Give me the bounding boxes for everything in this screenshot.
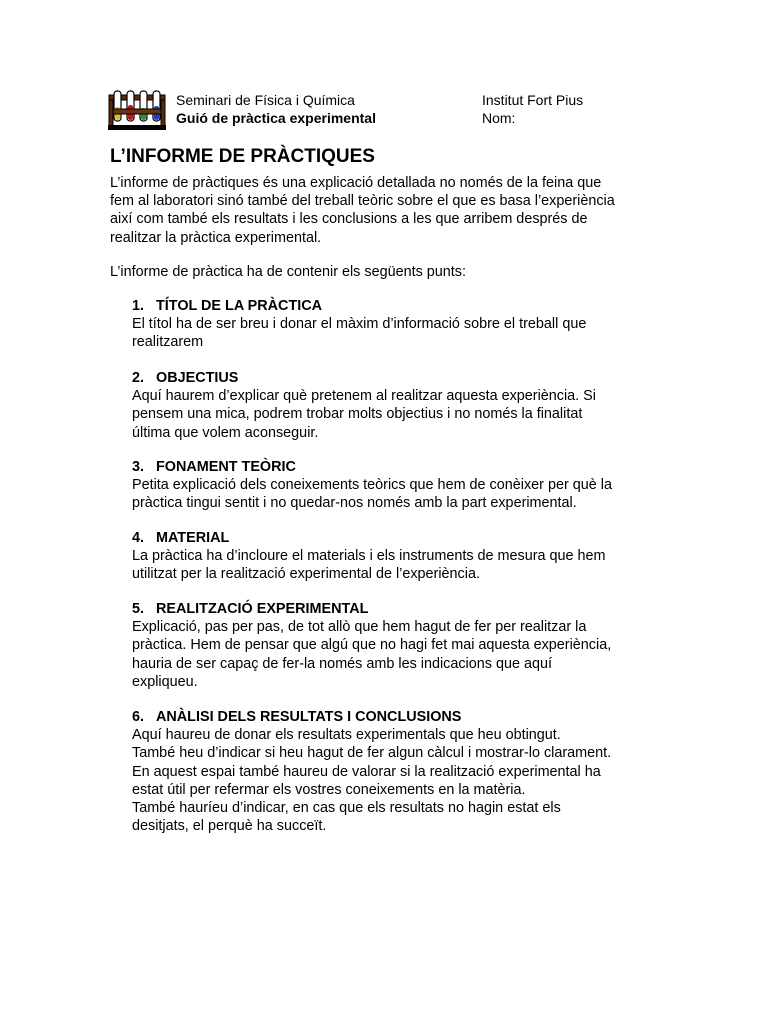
section-heading <box>132 297 662 315</box>
seminar-label: Seminari de Física i Química <box>176 92 355 108</box>
text-line: desitjats, el perquè ha succeït. <box>132 818 327 835</box>
section-results <box>132 708 662 835</box>
text-line: fem al laboratori sinó també del treball teòric sobre el que es basa l’experiència <box>110 193 615 210</box>
section-heading-text: ANÀLISI DELS RESULTATS I CONCLUSIONS <box>156 709 462 725</box>
text-line: El títol ha de ser breu i donar el màxim d’informació sobre el treball que <box>132 316 587 333</box>
section-number: 5. <box>132 601 145 617</box>
section-material <box>132 529 662 584</box>
text-line: pràctica. Hem de pensar que algú que no hagi fet mai aquesta experiència, <box>132 637 612 654</box>
text-line: Aquí haureu de donar els resultats experimentals que heu obtingut. <box>132 727 561 744</box>
text-line: pensem una mica, podrem trobar molts objectius i no només la finalitat <box>132 406 583 423</box>
text-line: La pràctica ha d’incloure el materials i els instruments de mesura que hem <box>132 548 606 565</box>
section-procedure <box>132 600 662 691</box>
section-heading <box>132 600 662 618</box>
text-line: hauria de ser capaç de fer-la només amb les indicacions que aquí <box>132 655 552 672</box>
text-line: També heu d’indicar si heu hagut de fer algun càlcul i mostrar-lo clarament. <box>132 745 612 762</box>
section-number: 6. <box>132 709 145 725</box>
section-theory <box>132 458 662 513</box>
name-field-label: Nom: <box>482 110 516 126</box>
text-line: expliqueu. <box>132 673 198 690</box>
text-line: Explicació, pas per pas, de tot allò que hem hagut de fer per realitzar la <box>132 619 587 636</box>
section-heading-text: TÍTOL DE LA PRÀCTICA <box>156 298 323 314</box>
text-line: També hauríeu d’indicar, en cas que els resultats no hagin estat els <box>132 800 561 817</box>
section-title <box>132 297 662 352</box>
text-line: utilitzat per la realització experimental de l’experiència. <box>132 566 480 583</box>
text-line: L’informe de pràctica ha de contenir els següents punts: <box>110 264 466 280</box>
section-body <box>132 618 662 691</box>
text-line: així com també els resultats i les conclusions a les que arribem després de <box>110 211 588 228</box>
section-body <box>132 315 662 351</box>
list-intro <box>110 263 670 281</box>
text-line: Petita explicació dels coneixements teòrics que hem de conèixer per què la <box>132 477 612 494</box>
text-line: pràctica tingui sentit i no quedar-nos només amb la part experimental. <box>132 495 577 512</box>
text-line: En aquest espai també haureu de valorar si la realització experimental ha <box>132 763 601 780</box>
intro-paragraph <box>110 174 670 247</box>
text-line: estat útil per refermar els vostres coneixements en la matèria. <box>132 781 526 798</box>
guide-label: Guió de pràctica experimental <box>176 110 376 126</box>
section-heading-text: OBJECTIUS <box>156 370 239 386</box>
section-body <box>132 387 662 442</box>
section-body <box>132 726 662 835</box>
text-line: realitzar la pràctica experimental. <box>110 229 322 246</box>
section-heading-text: REALITZACIÓ EXPERIMENTAL <box>156 601 369 617</box>
section-body <box>132 476 662 512</box>
section-number: 4. <box>132 530 145 546</box>
text-line: realitzarem <box>132 334 204 351</box>
section-heading <box>132 369 662 387</box>
page-title: L’INFORME DE PRÀCTIQUES <box>110 146 375 167</box>
section-heading <box>132 458 662 476</box>
test-tube-rack-icon <box>108 89 166 131</box>
institute-label: Institut Fort Pius <box>482 92 584 108</box>
section-body <box>132 547 662 583</box>
section-heading-text: MATERIAL <box>156 530 230 546</box>
section-number: 1. <box>132 298 145 314</box>
section-heading <box>132 708 662 726</box>
text-line: L’informe de pràctiques és una explicació detallada no només de la feina que <box>110 175 602 191</box>
text-line: última que volem aconseguir. <box>132 424 319 441</box>
text-line: Aquí haurem d’explicar què pretenem al realitzar aquesta experiència. Si <box>132 388 596 405</box>
section-number: 2. <box>132 370 145 386</box>
section-objectives <box>132 369 662 442</box>
section-heading <box>132 529 662 547</box>
section-heading-text: FONAMENT TEÒRIC <box>156 459 296 475</box>
section-number: 3. <box>132 459 145 475</box>
